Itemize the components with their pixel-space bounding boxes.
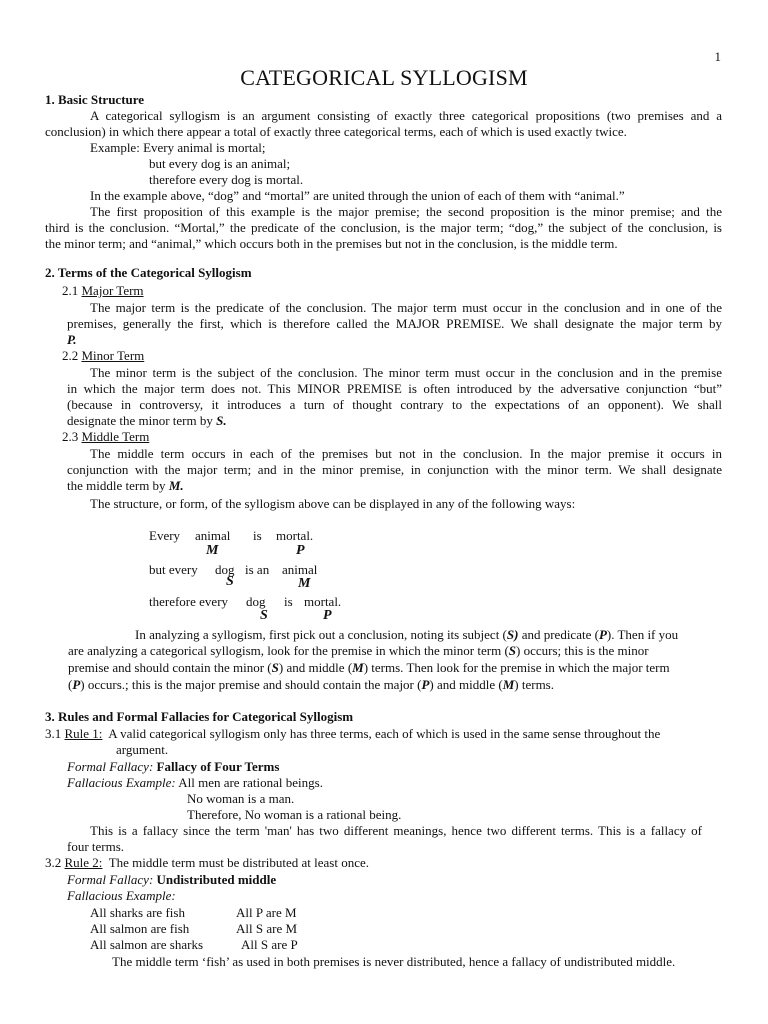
paragraph-line: This is a fallacy since the term 'man' has two different meanings, hence two different terms. This is a fallacy of	[90, 823, 702, 838]
paragraph-text: ) terms. Then look for the premise in which the major term	[363, 660, 670, 675]
paragraph-line: conclusion) in which there appear a total of exactly three categorical terms, each of which is used exactly twice.	[45, 124, 627, 139]
subsection-minor-term	[62, 348, 144, 364]
diagram-symbol: P	[296, 543, 305, 558]
fallacious-example-label: Fallacious Example:	[67, 775, 176, 790]
example-premise: All salmon are sharks	[90, 937, 204, 952]
minor-term-symbol: S.	[216, 413, 227, 428]
rule-label: Rule 2:	[64, 855, 103, 870]
diagram-word: Every	[149, 528, 181, 543]
subsection-title: Minor Term	[81, 348, 145, 363]
example-line: Example: Every animal is mortal;	[90, 140, 266, 155]
paragraph-text: premise and should contain the minor (	[68, 660, 272, 675]
diagram-word: mortal.	[304, 594, 342, 609]
paragraph-line: premises, generally the first, which is therefore called the MAJOR PREMISE. We shall designate the major term by	[67, 316, 722, 331]
diagram-word: animal	[282, 562, 318, 577]
paragraph-line: in which the major term does not. This MINOR PREMISE is often introduced by the adversative conjunction “but”	[67, 381, 722, 396]
fallacy-name: Undistributed middle	[156, 872, 277, 887]
fallacious-example-line	[67, 775, 323, 791]
subsection-number: 2.2	[62, 348, 79, 363]
diagram-symbol: S	[260, 608, 268, 623]
paragraph-text: ) occurs.; this is the major premise and should contain the major (	[80, 677, 422, 692]
minor-symbol: S	[271, 660, 279, 675]
paragraph-text: ) occurs; this is the minor	[516, 643, 649, 658]
subsection-number: 2.3	[62, 429, 79, 444]
subsection-title: Major Term	[81, 283, 144, 298]
formal-fallacy-label: Formal Fallacy:	[67, 872, 154, 887]
fallacious-example-label: Fallacious Example:	[67, 888, 176, 903]
paragraph-line: The middle term ‘fish’ as used in both premises is never distributed, hence a fallacy of undistributed middle.	[112, 954, 676, 969]
major-term-symbol: P.	[67, 332, 77, 347]
paragraph-text: designate the minor term by	[67, 413, 213, 428]
paragraph-line	[67, 413, 227, 429]
paragraph-line: In the example above, “dog” and “mortal” are united through the union of each of them with “animal.”	[90, 188, 625, 203]
paragraph-text: and predicate (	[518, 627, 599, 642]
major-symbol: P	[421, 677, 430, 692]
subsection-number: 2.1	[62, 283, 79, 298]
diagram-word: therefore every	[149, 594, 229, 609]
subsection-major-term	[62, 283, 144, 299]
rule-1-line	[45, 726, 660, 742]
subsection-title: Middle Term	[81, 429, 150, 444]
example-premise: All salmon are fish	[90, 921, 190, 936]
example-form: All S are P	[241, 937, 298, 952]
subsection-middle-term	[62, 429, 149, 445]
diagram-word: dog	[246, 594, 266, 609]
paragraph-line: The major term is the predicate of the conclusion. The major term must occur in the conclusion and in one of the	[90, 300, 722, 315]
fallacy-name: Fallacy of Four Terms	[156, 759, 280, 774]
paragraph-line: A categorical syllogism is an argument consisting of exactly three categorical propositions (two premises and a	[90, 108, 722, 123]
middle-term-symbol: M.	[168, 478, 184, 493]
page-number: 1	[714, 49, 721, 64]
paragraph-line: The middle term occurs in each of the premises but not in the conclusion. In the major premise it occurs in	[90, 446, 722, 461]
paragraph-line: third is the conclusion. “Mortal,” the predicate of the conclusion, is the major term; “dog,” the subject of the conclusion, is	[45, 220, 722, 235]
minor-symbol: S	[508, 643, 517, 658]
paragraph-line: The minor term is the subject of the conclusion. The minor term must occur in the conclusion and in the premise	[90, 365, 722, 380]
rule-text: The middle term must be distributed at least once.	[108, 855, 369, 870]
paragraph-text: ). Then if you	[606, 627, 679, 642]
diagram-symbol: M	[206, 543, 219, 558]
example-line: Therefore, No woman is a rational being.	[187, 807, 402, 822]
paragraph-text: the middle term by	[67, 478, 166, 493]
middle-symbol: M	[352, 660, 364, 675]
paragraph-text: ) terms.	[514, 677, 554, 692]
paragraph-line	[68, 677, 554, 693]
diagram-word: mortal.	[276, 528, 314, 543]
rule-text: A valid categorical syllogism only has three terms, each of which is used in the same sense throughout the	[108, 726, 661, 741]
diagram-word: is an	[245, 562, 270, 577]
example-premise: All sharks are fish	[90, 905, 185, 920]
diagram-word: dog	[215, 562, 235, 577]
rule-label: Rule 1:	[64, 726, 103, 741]
paragraph-line: four terms.	[67, 839, 125, 854]
page-title: CATEGORICAL SYLLOGISM	[240, 65, 528, 90]
diagram-symbol: M	[298, 576, 311, 591]
diagram-word: is	[284, 594, 293, 609]
diagram-word: animal	[195, 528, 231, 543]
rule-number: 3.2	[45, 855, 62, 870]
example-line: No woman is a man.	[187, 791, 295, 806]
section-2-heading: 2. Terms of the Categorical Syllogism	[45, 265, 252, 280]
formal-fallacy-line	[67, 872, 276, 888]
middle-symbol: M	[502, 677, 515, 692]
major-symbol: P	[72, 677, 81, 692]
example-form: All S are M	[236, 921, 298, 936]
paragraph-line	[67, 478, 184, 494]
section-3-heading: 3. Rules and Formal Fallacies for Categorical Syllogism	[45, 709, 354, 724]
paragraph-line: The first proposition of this example is the major premise; the second proposition is the minor premise; and the	[90, 204, 722, 219]
example-line: but every dog is an animal;	[149, 156, 291, 171]
example-form: All P are M	[236, 905, 297, 920]
paragraph-line: the minor term; and “animal,” which occurs both in the premises but not in the conclusion, is the middle term.	[45, 236, 618, 251]
example-line: therefore every dog is mortal.	[149, 172, 304, 187]
formal-fallacy-label: Formal Fallacy:	[67, 759, 154, 774]
paragraph-text: are analyzing a categorical syllogism, look for the premise in which the minor term (	[68, 643, 509, 658]
paragraph-text: ) and middle (	[278, 660, 353, 675]
rule-text-continued: argument.	[116, 742, 169, 757]
rule-number: 3.1	[45, 726, 62, 741]
paragraph-line	[68, 643, 649, 659]
predicate-symbol: P	[598, 627, 607, 642]
diagram-symbol: S	[226, 574, 234, 589]
example-line: All men are rational beings.	[178, 775, 323, 790]
rule-2-line	[45, 855, 369, 871]
subject-symbol: S)	[506, 627, 519, 642]
paragraph-line: (because in controversy, it introduces a turn of thought contrary to the expectations of an opponent). We shall	[67, 397, 722, 412]
paragraph-line	[135, 627, 678, 643]
paragraph-line: The structure, or form, of the syllogism above can be displayed in any of the following ways:	[90, 496, 576, 511]
paragraph-line: conjunction with the major term; and in the minor premise, in conjunction with the minor term. We shall designate	[67, 462, 722, 477]
paragraph-line	[68, 660, 670, 676]
diagram-symbol: P	[323, 608, 332, 623]
diagram-word: is	[253, 528, 262, 543]
formal-fallacy-line	[67, 759, 279, 775]
paragraph-text: ) and middle (	[429, 677, 503, 692]
diagram-word: but every	[149, 562, 198, 577]
paragraph-text: (	[68, 677, 73, 692]
section-1-heading: 1. Basic Structure	[45, 92, 145, 107]
paragraph-text: In analyzing a syllogism, first pick out a conclusion, noting its subject (	[135, 627, 507, 642]
